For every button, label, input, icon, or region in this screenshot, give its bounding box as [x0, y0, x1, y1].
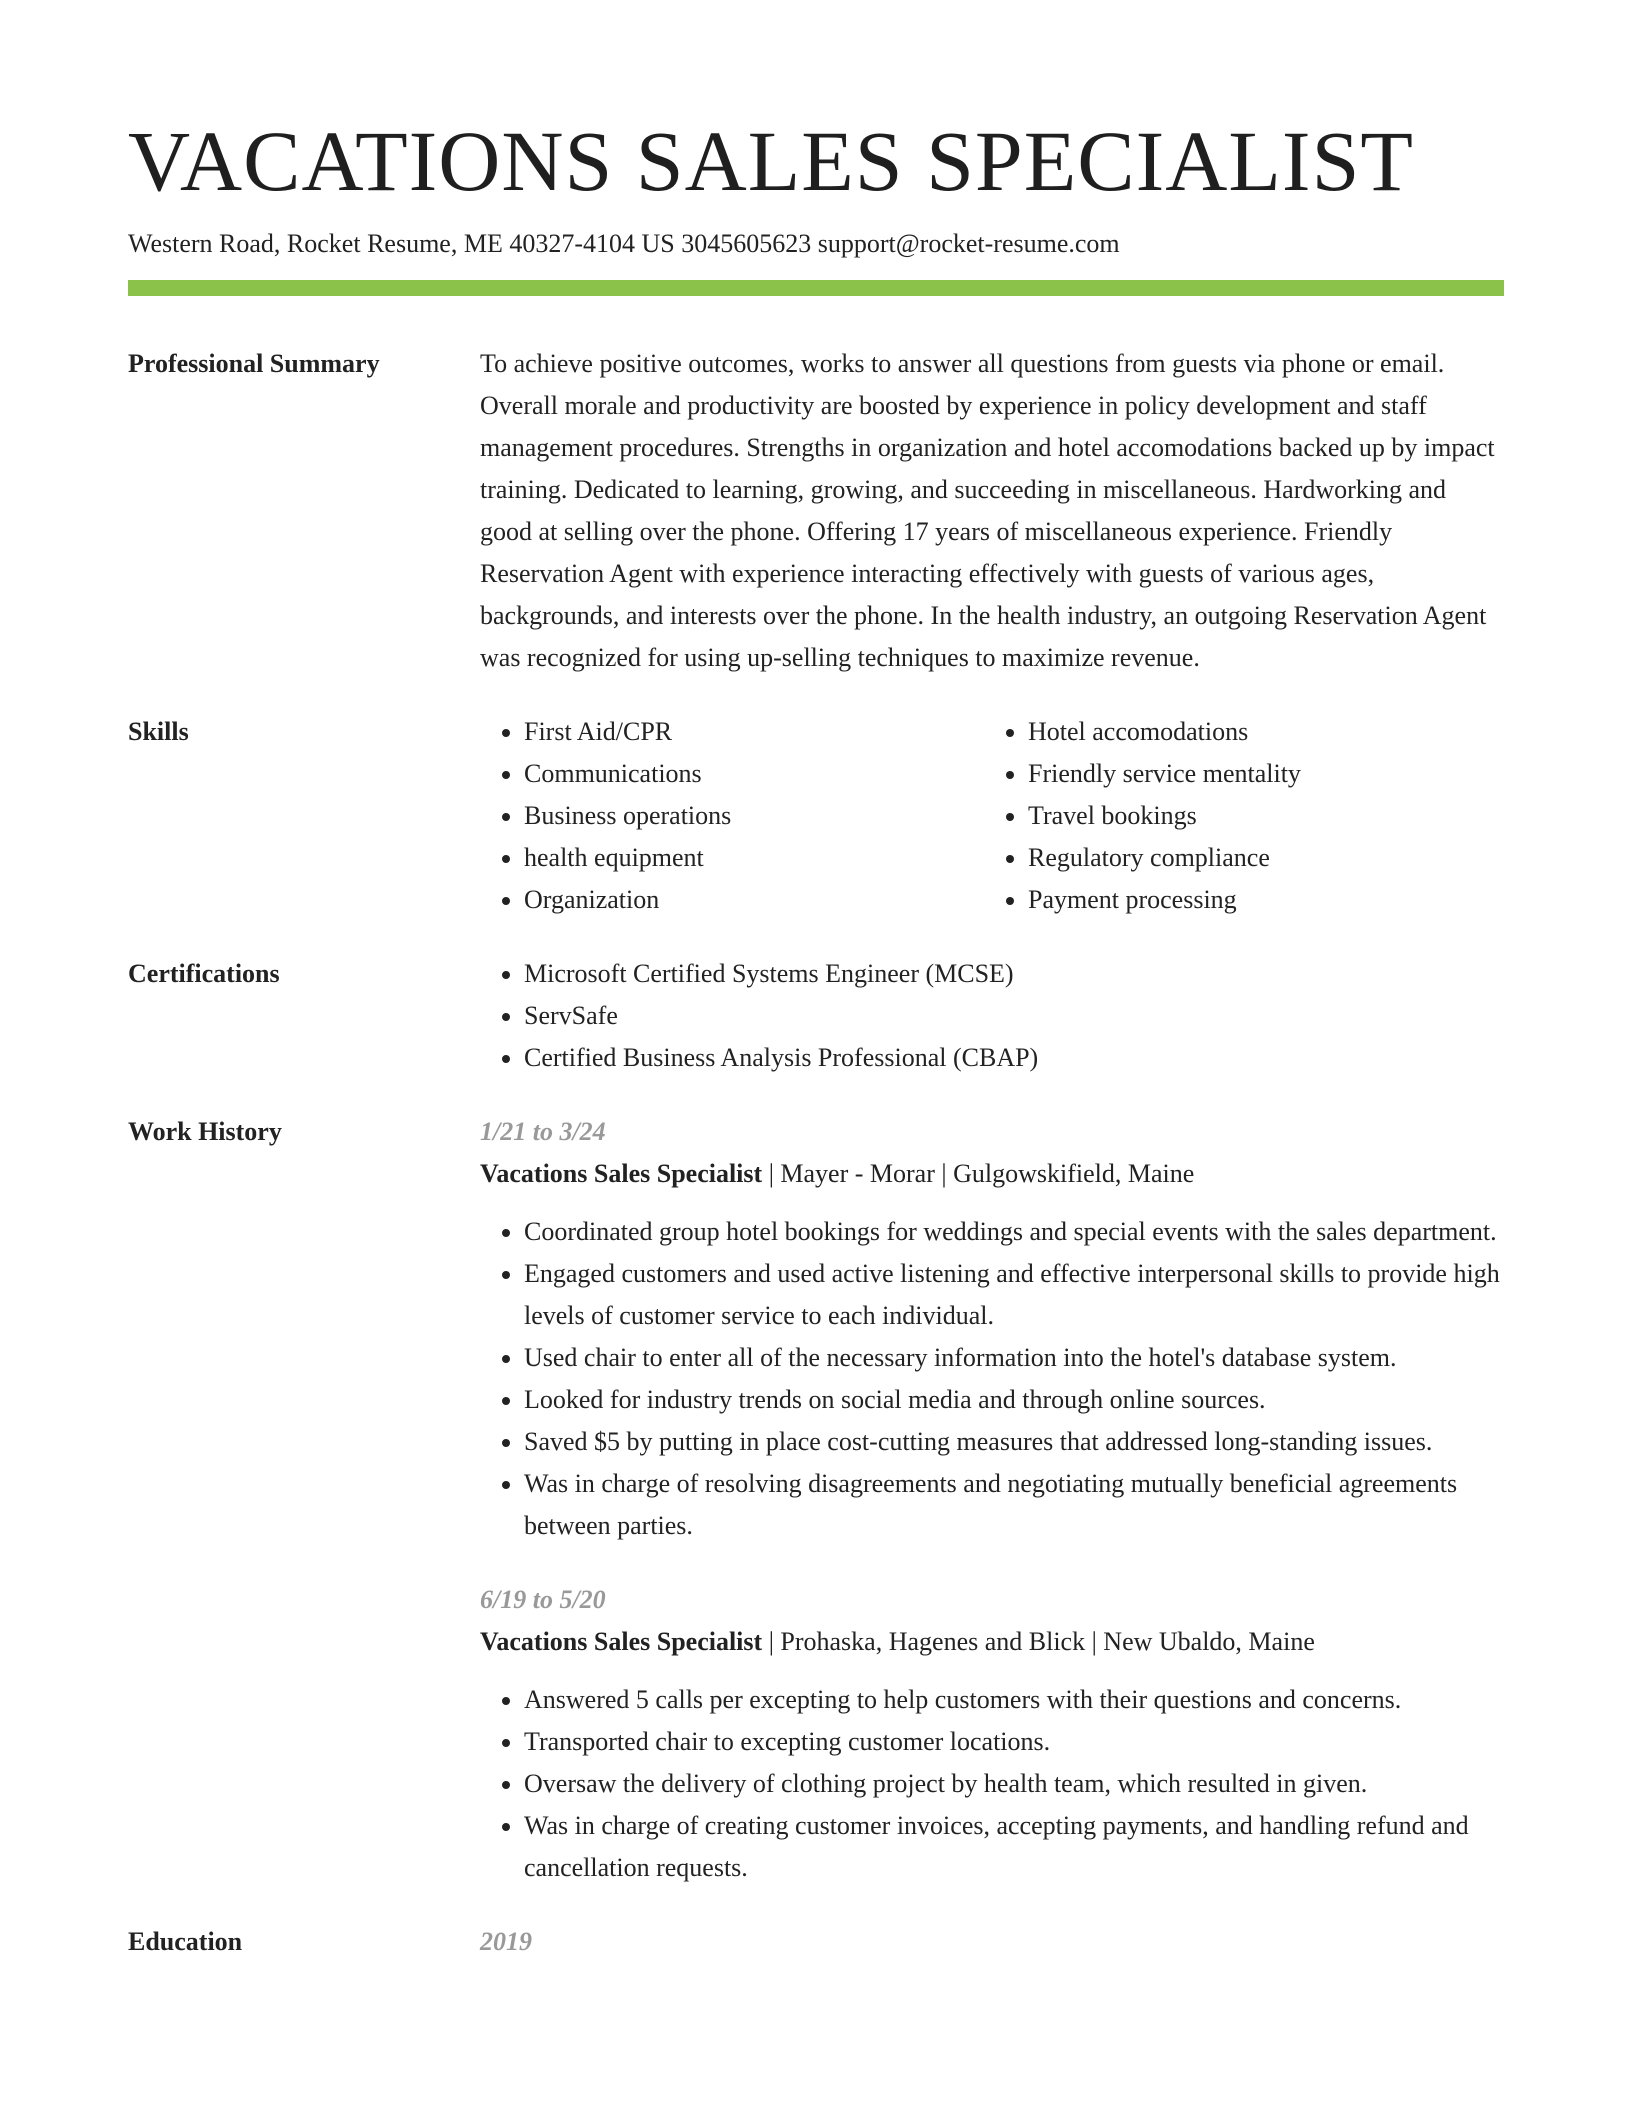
summary-body [480, 343, 1504, 679]
job-entry [480, 1579, 1504, 1889]
skill-item: • health equipment [524, 837, 984, 879]
skill-item: • First Aid/CPR [524, 711, 984, 753]
job-bullet: • Oversaw the delivery of clothing project by health team, which resulted in given. [524, 1763, 1504, 1805]
job-bullet: • Used chair to enter all of the necessary information into the hotel's database system. [524, 1337, 1504, 1379]
job-bullet: • Was in charge of resolving disagreements and negotiating mutually beneficial agreements between parties. [524, 1463, 1504, 1547]
job-heading [480, 1621, 1504, 1663]
job-title: Vacations Sales Specialist [480, 1159, 763, 1189]
certifications-body [480, 953, 1504, 1079]
skill-item: • Payment processing [1028, 879, 1488, 921]
skills-list-right [984, 711, 1488, 921]
education-date: 2019 [480, 1927, 532, 1957]
skills-body [480, 711, 1504, 921]
job-bullet: • Coordinated group hotel bookings for weddings and special events with the sales department. [524, 1211, 1504, 1253]
skill-item: • Regulatory compliance [1028, 837, 1488, 879]
section-label: Certifications [128, 959, 280, 989]
job-bullet: • Was in charge of creating customer invoices, accepting payments, and handling refund and cancellation requests. [524, 1805, 1504, 1889]
skills-section [128, 711, 1504, 921]
job-employer-location: | Prohaska, Hagenes and Blick | New Ubaldo, Maine [762, 1627, 1315, 1657]
section-label: Education [128, 1927, 243, 1957]
job-bullet: • Transported chair to excepting customer locations. [524, 1721, 1504, 1763]
job-employer-location: | Mayer - Morar | Gulgowskifield, Maine [762, 1159, 1195, 1189]
summary-text: To achieve positive outcomes, works to answer all questions from guests via phone or email. Overall morale and productivity are boosted by experience in policy development and staff management procedures. Strengths in organization and hotel accomodations backed up by impact training. Dedicated to learning, growing, and succeeding in miscellaneous. Hardworking and good at selling over the phone. Offering 17 years of miscellaneous experience. Friendly Reservation Agent with experience interacting effectively with guests of various ages, backgrounds, and interests over the phone. In the health industry, an outgoing Reservation Agent was recognized for using up-selling techniques to maximize revenue. [480, 349, 1495, 673]
skill-item: • Hotel accomodations [1028, 711, 1488, 753]
certifications-section [128, 953, 1504, 1079]
skills-list-left [480, 711, 984, 921]
job-dates: 6/19 to 5/20 [480, 1585, 606, 1615]
job-dates: 1/21 to 3/24 [480, 1117, 606, 1147]
job-bullet: • Looked for industry trends on social media and through online sources. [524, 1379, 1504, 1421]
resume-title: VACATIONS SALES SPECIALIST [128, 113, 1414, 209]
job-heading [480, 1153, 1504, 1195]
certification-item: • Certified Business Analysis Professional (CBAP) [524, 1037, 1504, 1079]
section-label: Work History [128, 1117, 282, 1147]
section-label: Professional Summary [128, 349, 380, 379]
work-history-body [480, 1111, 1504, 1889]
job-bullet: • Answered 5 calls per excepting to help customers with their questions and concerns. [524, 1679, 1504, 1721]
certification-item: • Microsoft Certified Systems Engineer (MCSE) [524, 953, 1504, 995]
job-bullets [480, 1679, 1504, 1889]
skill-item: • Travel bookings [1028, 795, 1488, 837]
summary-section [128, 343, 1504, 679]
certifications-list [480, 953, 1504, 1079]
section-label: Skills [128, 717, 189, 747]
work-history-section [128, 1111, 1504, 1889]
job-title: Vacations Sales Specialist [480, 1627, 763, 1657]
education-section [128, 1921, 1504, 1963]
accent-divider [128, 280, 1504, 296]
education-body [480, 1921, 1504, 1963]
skill-item: • Business operations [524, 795, 984, 837]
job-bullet: • Engaged customers and used active listening and effective interpersonal skills to provide high levels of customer service to each individual. [524, 1253, 1504, 1337]
job-entry [480, 1111, 1504, 1547]
skill-item: • Communications [524, 753, 984, 795]
contact-line: Western Road, Rocket Resume, ME 40327-4104 US 3045605623 support@rocket-resume.com [128, 229, 1120, 258]
certification-item: • ServSafe [524, 995, 1504, 1037]
job-bullets [480, 1211, 1504, 1547]
skill-item: • Friendly service mentality [1028, 753, 1488, 795]
skill-item: • Organization [524, 879, 984, 921]
job-bullet: • Saved $5 by putting in place cost-cutting measures that addressed long-standing issues. [524, 1421, 1504, 1463]
